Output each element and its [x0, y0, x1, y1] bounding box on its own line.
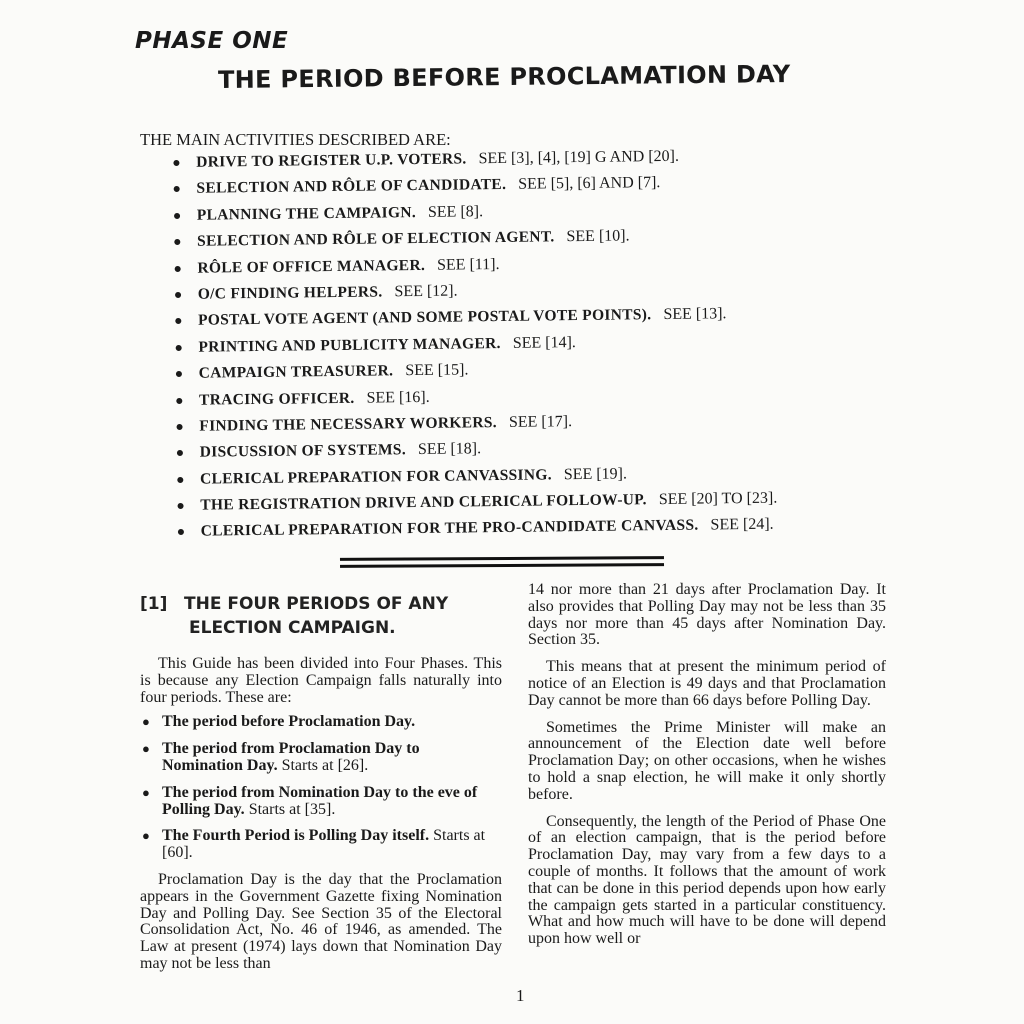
- activity-text: PRINTING AND PUBLICITY MANAGER.: [198, 334, 501, 356]
- bullet-icon: ●: [172, 155, 181, 171]
- period-name: The Fourth Period is Polling Day itself.: [162, 827, 430, 845]
- paragraph: This means that at present the minimum period of notice of an Election is 49 days and that Proclamation Day cannot be more than 66 days before Polling Day.: [528, 658, 886, 709]
- activity-text: DISCUSSION OF SYSTEMS.: [199, 441, 407, 461]
- section-heading-line1: THE FOUR PERIODS OF ANY: [184, 594, 449, 614]
- activity-text: TRACING OFFICER.: [198, 389, 355, 409]
- activity-ref: SEE [5], [6] AND [7].: [518, 174, 661, 194]
- activity-text: FINDING THE NECESSARY WORKERS.: [199, 413, 498, 435]
- period-name: The period from Nomination Day to the eve of Polling Day.: [162, 783, 478, 818]
- activity-ref: SEE [14].: [512, 333, 576, 352]
- bullet-icon: ●: [172, 208, 182, 224]
- bullet-icon: ●: [142, 741, 150, 757]
- period-ref: Starts at [26].: [277, 756, 369, 774]
- activities-intro: THE MAIN ACTIVITIES DESCRIBED ARE:: [140, 130, 451, 149]
- paragraph: Proclamation Day is the day that the Proclamation appears in the Government Gazette fixing Nomination Day and Polling Day. See Section 35 of the Electoral Consolidation Act, No. 46 of 1946, as amended. The Law at present (1974) lays down that Nomination Day may not be less than: [140, 870, 502, 972]
- activity-ref: SEE [17].: [508, 413, 573, 431]
- activity-text: SELECTION AND RÔLE OF ELECTION AGENT.: [197, 228, 555, 250]
- bullet-icon: ●: [172, 182, 182, 198]
- activity-text: CLERICAL PREPARATION FOR CANVASSING.: [199, 466, 552, 488]
- periods-list: [140, 714, 502, 862]
- bullet-icon: ●: [174, 314, 183, 330]
- bullet-icon: ●: [175, 419, 184, 435]
- activity-ref: SEE [13].: [663, 305, 727, 324]
- page-title: THE PERIOD BEFORE PROCLAMATION DAY: [217, 60, 791, 94]
- bullet-icon: ●: [176, 498, 185, 515]
- bullet-icon: ●: [173, 235, 182, 251]
- activities-list: [172, 143, 778, 546]
- period-ref: Starts at [35].: [244, 800, 336, 818]
- paragraph: Sometimes the Prime Minister will make an announcement of the Election date well before Proclamation Day; on other occasions, when he wishes to hold a snap election, he will make it only shortly before.: [528, 718, 886, 803]
- list-item: [140, 828, 502, 862]
- activity-ref: SEE [8].: [427, 202, 484, 221]
- activity-text: POSTAL VOTE AGENT (AND SOME POSTAL VOTE POINTS).: [197, 306, 652, 330]
- bullet-icon: ●: [142, 714, 150, 730]
- period-name: The period before Proclamation Day.: [162, 713, 416, 731]
- bullet-icon: ●: [173, 261, 183, 277]
- bullet-icon: ●: [142, 828, 150, 844]
- list-item: [140, 741, 502, 775]
- activity-text: PLANNING THE CAMPAIGN.: [196, 203, 417, 224]
- activity-text: CLERICAL PREPARATION FOR THE PRO-CANDIDATE CANVASS.: [200, 517, 699, 541]
- activity-text: DRIVE TO REGISTER U.P. VOTERS.: [196, 150, 467, 171]
- section-number: [1]: [140, 594, 168, 614]
- page-number: 1: [516, 986, 525, 1005]
- activity-text: O/C FINDING HELPERS.: [197, 283, 383, 303]
- activity-text: RÔLE OF OFFICE MANAGER.: [197, 256, 426, 277]
- activity-ref: SEE [20] TO [23].: [658, 489, 778, 509]
- activity-text: CAMPAIGN TREASURER.: [198, 362, 394, 382]
- paragraph: Consequently, the length of the Period of Phase One of an election campaign, that is the period before Proclamation Day, may vary from a few days to a couple of months. It follows that the amount of work that can be done in this period depends upon how early the campaign gets started in a particular constituency. What and how much will have to be done will depend upon how well or: [528, 812, 886, 948]
- bullet-icon: ●: [142, 784, 150, 800]
- double-rule-divider: [340, 556, 664, 568]
- right-column: [528, 582, 886, 958]
- activity-ref: SEE [16].: [366, 388, 430, 407]
- activity-ref: SEE [12].: [394, 282, 458, 301]
- bullet-icon: ●: [173, 287, 183, 303]
- period-name: The period from Proclamation Day to Nomination Day.: [162, 740, 420, 774]
- activity-ref: SEE [24].: [710, 516, 774, 534]
- period-ref: Starts at [60].: [162, 827, 486, 862]
- activity-text: SELECTION AND RÔLE OF CANDIDATE.: [196, 176, 507, 198]
- list-item: [140, 714, 502, 731]
- list-item: [140, 785, 502, 819]
- paragraph: This Guide has been divided into Four Phases. This is because any Election Campaign falls naturally into four periods. These are:: [140, 655, 502, 706]
- phase-label: PHASE ONE: [135, 28, 289, 54]
- activity-ref: SEE [3], [4], [19] G AND [20].: [478, 147, 680, 168]
- section-heading: [140, 592, 502, 640]
- activity-ref: SEE [15].: [405, 361, 469, 380]
- section-heading-line2: ELECTION CAMPAIGN.: [189, 618, 396, 638]
- activity-ref: SEE [10].: [566, 227, 630, 246]
- left-column: [140, 592, 502, 973]
- activity-ref: SEE [11].: [436, 255, 500, 274]
- activity-text: THE REGISTRATION DRIVE AND CLERICAL FOLLOW-UP.: [200, 491, 647, 514]
- paragraph: 14 nor more than 21 days after Proclamation Day. It also provides that Polling Day may not be less than 35 days nor more than 45 days after Nomination Day. Section 35.: [528, 581, 886, 649]
- activity-ref: SEE [19].: [563, 465, 628, 483]
- bullet-icon: ●: [174, 367, 184, 383]
- bullet-icon: ●: [175, 472, 185, 488]
- bullet-icon: ●: [174, 340, 183, 356]
- bullet-icon: ●: [174, 393, 184, 409]
- bullet-icon: ●: [176, 525, 186, 541]
- activity-ref: SEE [18].: [417, 440, 482, 459]
- bullet-icon: ●: [175, 446, 185, 462]
